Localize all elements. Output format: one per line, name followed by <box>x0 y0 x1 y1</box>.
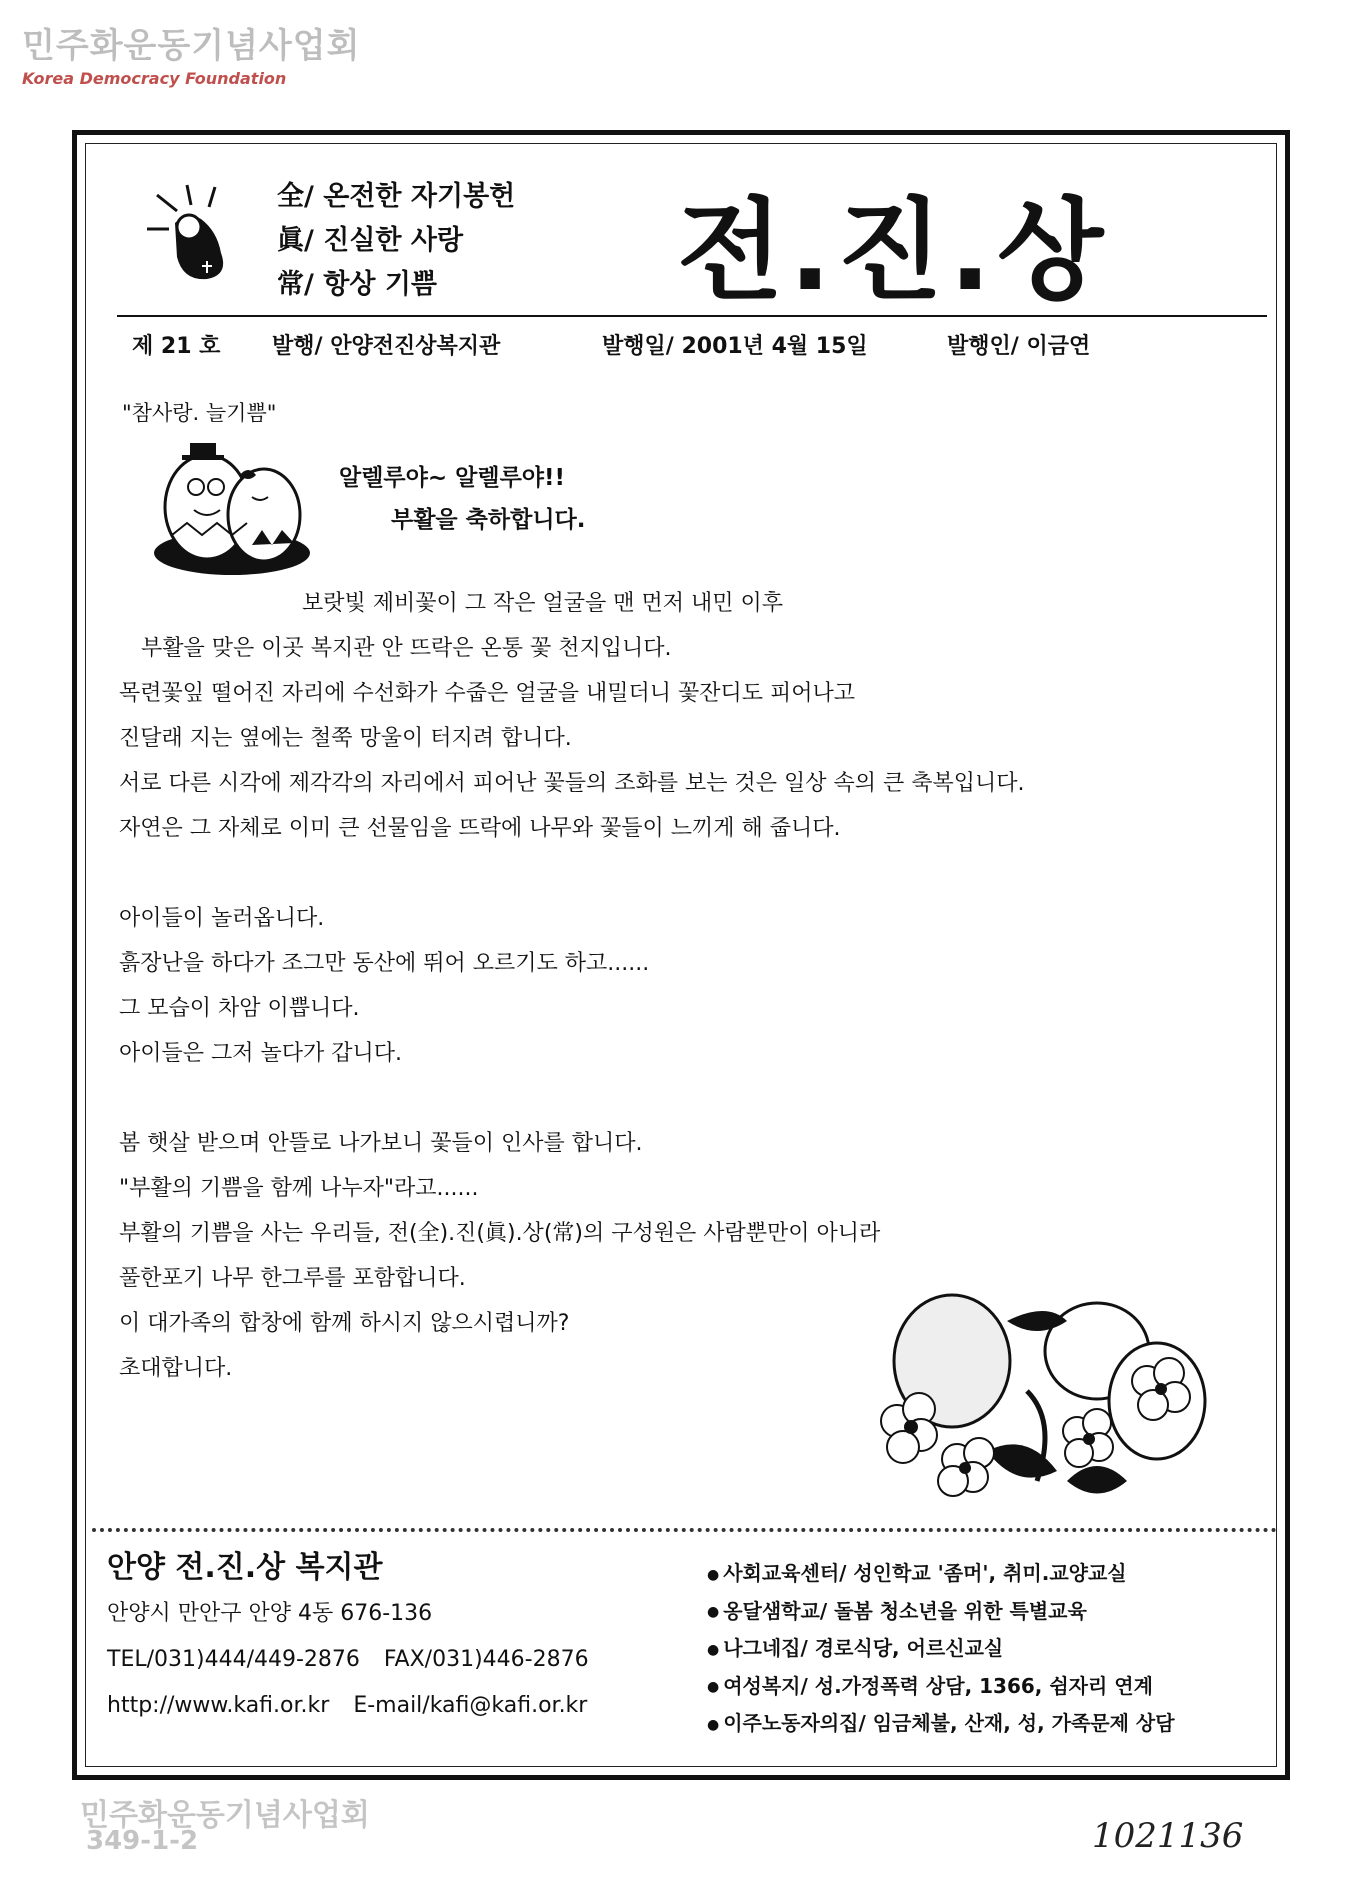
body-line: 보랏빛 제비꽃이 그 작은 얼굴을 맨 먼저 내민 이후 <box>302 591 783 616</box>
greeting-line: 부활을 축하합니다. <box>391 507 586 533</box>
flower-icon <box>881 1393 937 1463</box>
watermark-korean: 민주화운동기념사업회 <box>22 26 361 66</box>
body-line: 이 대가족의 합창에 함께 하시지 않으시렵니까? <box>119 1311 570 1336</box>
org-tel: TEL/031)444/449-2876 <box>107 1647 360 1672</box>
flower-icon <box>1063 1409 1113 1467</box>
handwritten-note: 1021136 <box>1092 1816 1244 1856</box>
watermark-top <box>22 18 360 88</box>
body-line: 흙장난을 하다가 조그만 동산에 뛰어 오르기도 하고...... <box>119 951 650 976</box>
body-line: 아이들이 놀러옵니다. <box>119 906 325 931</box>
issue-info <box>132 329 1262 360</box>
newsletter-frame <box>72 130 1290 1780</box>
flower-icon <box>1132 1358 1190 1420</box>
body-line: 봄 햇살 받으며 안뜰로 나가보니 꽃들이 인사를 합니다. <box>119 1131 643 1156</box>
masthead <box>117 155 1257 315</box>
service-item: ● 나그네집/ 경로식당, 어르신교실 <box>707 1630 1175 1668</box>
body-line: 자연은 그 자체로 이미 큰 선물임을 뜨락에 나무와 꽃들이 느끼게 해 줍니다. <box>119 816 841 841</box>
service-item: ● 사회교육센터/ 성인학교 '좀머', 취미.교양교실 <box>707 1555 1175 1593</box>
flowers-eggs-illustration <box>857 1281 1217 1511</box>
org-email-link[interactable]: E-mail/kafi@kafi.or.kr <box>353 1693 588 1718</box>
body-line: 초대합니다. <box>119 1356 233 1381</box>
paragraph-gap <box>119 851 1024 896</box>
service-list <box>707 1555 1175 1743</box>
newsletter-title: 전.진.상 <box>677 187 1110 315</box>
motto-quote: "참사랑. 늘기쁨" <box>122 401 277 425</box>
service-item: ● 옹달샘학교/ 돌봄 청소년을 위한 특별교육 <box>707 1593 1175 1631</box>
org-address: 안양시 만안구 안양 4동 676-136 <box>107 1601 433 1626</box>
body-line: 풀한포기 나무 한그루를 포함합니다. <box>119 1266 466 1291</box>
logo-icon <box>147 183 257 283</box>
motto-item: 全/ 온전한 자기봉헌 <box>277 181 516 212</box>
easter-greeting <box>339 457 586 541</box>
org-name: 안양 전.진.상 복지관 <box>107 1550 383 1585</box>
motto-item: 眞/ 진실한 사랑 <box>277 225 464 256</box>
body-line: "부활의 기쁨을 함께 나누자"라고...... <box>119 1176 479 1201</box>
easter-eggs-illustration <box>152 435 312 580</box>
issue-date: 발행일/ 2001년 4월 15일 <box>602 334 868 359</box>
flower-icon <box>938 1438 994 1496</box>
service-item: ● 여성복지/ 성.가정폭력 상담, 1366, 쉼자리 연계 <box>707 1668 1175 1706</box>
body-line: 서로 다른 시각에 제각각의 자리에서 피어난 꽃들의 조화를 보는 것은 일상 속의 큰 축복입니다. <box>119 771 1025 796</box>
footer-divider <box>92 1528 1277 1532</box>
org-website-link[interactable]: http://www.kafi.or.kr <box>107 1693 330 1718</box>
watermark-english: Korea Democracy Foundation <box>22 69 287 88</box>
article-body <box>119 581 1024 1391</box>
watermark-stamp: 349-1-2 <box>86 1826 199 1856</box>
body-line: 목련꽃잎 떨어진 자리에 수선화가 수줍은 얼굴을 내밀더니 꽃잔디도 피어나고 <box>119 681 856 706</box>
body-line: 부활의 기쁨을 사는 우리들, 전(全).진(眞).상(常)의 구성원은 사람뿐만이 아니라 <box>119 1221 881 1246</box>
body-line: 부활을 맞은 이곳 복지관 안 뜨락은 온통 꽃 천지입니다. <box>141 636 672 661</box>
issue-editor: 발행인/ 이금연 <box>947 334 1091 359</box>
header-divider <box>117 315 1267 317</box>
issue-number: 제 21 호 <box>132 334 221 359</box>
service-item: ● 이주노동자의집/ 임금체불, 산재, 성, 가족문제 상담 <box>707 1705 1175 1743</box>
motto-item: 常/ 항상 기쁨 <box>277 269 437 300</box>
body-line: 그 모습이 차암 이쁩니다. <box>119 996 360 1021</box>
body-line: 진달래 지는 옆에는 철쭉 망울이 터지려 합니다. <box>119 726 572 751</box>
watermark-bottom: 민주화운동기념사업회 <box>80 1798 370 1833</box>
issue-publisher: 발행/ 안양전진상복지관 <box>272 334 501 359</box>
paragraph-gap <box>119 1076 1024 1121</box>
body-line: 아이들은 그저 놀다가 갑니다. <box>119 1041 402 1066</box>
org-contact <box>107 1545 589 1729</box>
greeting-line: 알렐루야~ 알렐루야!! <box>339 465 566 491</box>
web-row <box>107 1683 589 1729</box>
motto-list <box>277 175 515 307</box>
phone-row <box>107 1637 589 1683</box>
org-fax: FAX/031)446-2876 <box>383 1647 589 1672</box>
